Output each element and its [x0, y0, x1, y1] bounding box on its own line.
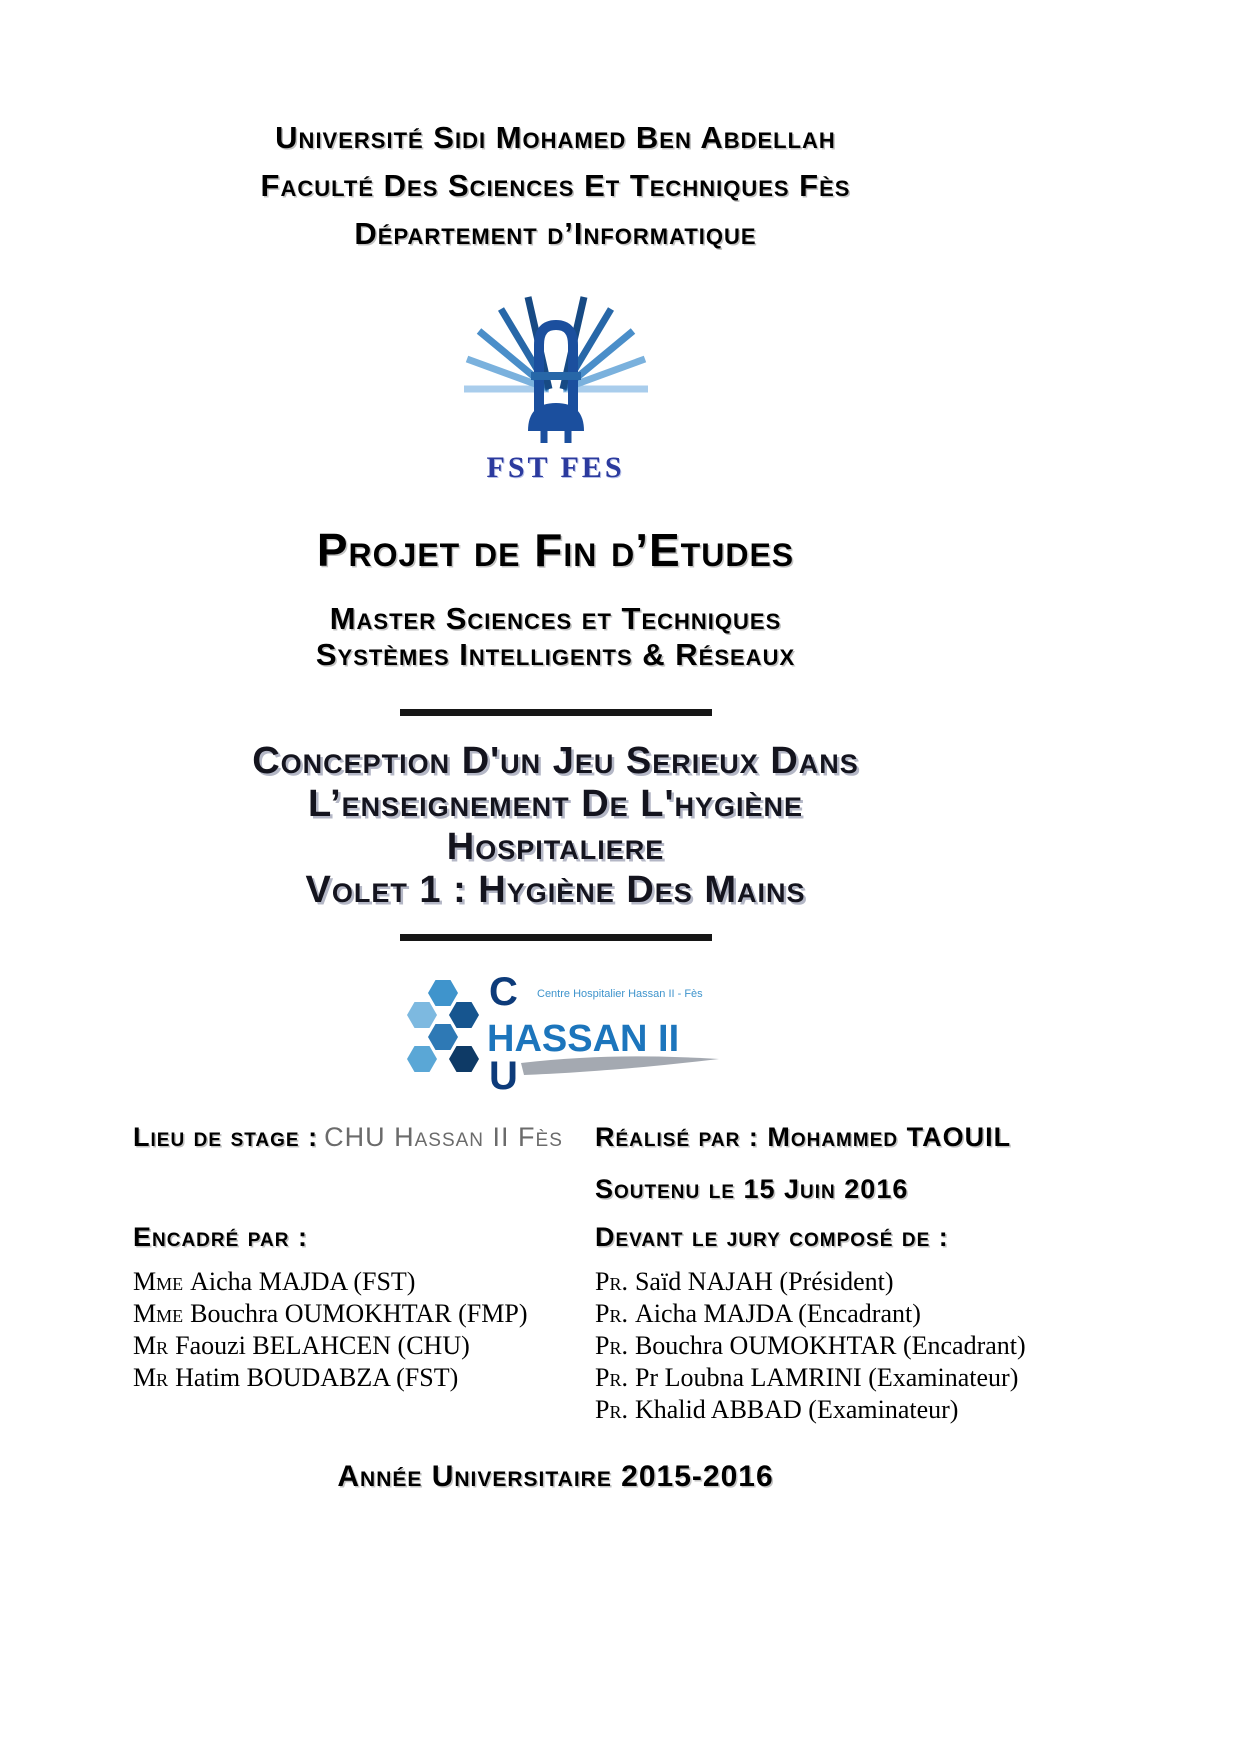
jury-label: Devant le jury composé de :	[595, 1222, 949, 1252]
person-name: Faouzi BELAHCEN (CHU)	[175, 1331, 470, 1360]
project-title-line1: Conception D'un Jeu Serieux Dans	[252, 740, 859, 782]
person-prefix: Mme	[133, 1267, 184, 1296]
institution-header	[20, 122, 1091, 249]
academic-year: Année Universitaire 2015-2016	[337, 1460, 774, 1493]
chu-wordmark: HASSAN II	[486, 1018, 679, 1060]
divider-top	[400, 709, 712, 716]
list-item	[595, 1330, 1091, 1362]
degree-program-line1: Master Sciences et Techniques	[329, 601, 782, 636]
person-name: Hatim BOUDABZA (FST)	[175, 1363, 459, 1392]
report-type-title: Projet de Fin d’Etudes	[316, 524, 795, 576]
supervisors-label: Encadré par :	[133, 1222, 308, 1252]
supervisors-list	[133, 1266, 595, 1394]
fst-logo-caption: FST FES	[486, 451, 625, 484]
person-prefix: Mr	[133, 1363, 169, 1392]
person-prefix: Mme	[133, 1299, 184, 1328]
person-name: Saïd NAJAH (Président)	[634, 1267, 894, 1296]
page-content	[20, 122, 1091, 1494]
info-section	[20, 1120, 1091, 1426]
person-prefix: Pr.	[595, 1299, 628, 1328]
info-left-column	[133, 1120, 595, 1426]
project-title	[20, 740, 1091, 912]
department-name: Département d’Informatique	[354, 216, 757, 251]
person-prefix: Pr.	[595, 1331, 628, 1360]
chu-letter-u: U	[488, 1054, 518, 1093]
person-name: Aicha MAJDA (Encadrant)	[634, 1299, 921, 1328]
degree-program-line2: Systèmes Intelligents & Réseaux	[315, 637, 796, 672]
chu-logo-graphic	[391, 963, 721, 1093]
person-name: Pr Loubna LAMRINI (Examinateur)	[634, 1363, 1019, 1392]
person-name: Bouchra OUMOKHTAR (Encadrant)	[634, 1331, 1026, 1360]
project-title-line3: Hospitaliere	[446, 826, 665, 868]
author-line: Réalisé par : Mohammed TAOUIL	[595, 1122, 1012, 1152]
person-prefix: Pr.	[595, 1395, 628, 1424]
person-prefix: Pr.	[595, 1267, 628, 1296]
info-right-column	[595, 1120, 1091, 1426]
divider-bottom	[400, 934, 712, 941]
chu-subtitle: Centre Hospitalier Hassan II - Fès	[536, 988, 703, 1000]
list-item	[595, 1394, 1091, 1426]
list-item	[595, 1298, 1091, 1330]
stage-value: CHU Hassan II Fès	[324, 1122, 563, 1152]
stage-label: Lieu de stage :	[133, 1122, 319, 1152]
university-name: Université Sidi Mohamed Ben Abdellah	[275, 120, 836, 155]
defense-date-line: Soutenu le 15 Juin 2016	[595, 1174, 909, 1204]
person-prefix: Mr	[133, 1331, 169, 1360]
jury-list	[595, 1266, 1091, 1426]
chu-logo	[20, 963, 1091, 1098]
chu-letter-c: C	[488, 970, 518, 1014]
list-item	[133, 1330, 595, 1362]
fst-logo	[20, 279, 1091, 485]
person-prefix: Pr.	[595, 1363, 628, 1392]
person-name: Aicha MAJDA (FST)	[190, 1267, 416, 1296]
stage-line	[133, 1120, 595, 1154]
list-item	[595, 1362, 1091, 1394]
degree-program	[20, 601, 1091, 673]
faculty-name: Faculté Des Sciences Et Techniques Fès	[260, 168, 851, 203]
project-title-line2: L’enseignement De L'hygiène	[307, 783, 804, 825]
project-title-line4: Volet 1 : Hygiène Des Mains	[305, 869, 806, 911]
fst-logo-graphic	[431, 279, 681, 444]
list-item	[595, 1266, 1091, 1298]
list-item	[133, 1362, 595, 1394]
person-name: Bouchra OUMOKHTAR (FMP)	[190, 1299, 528, 1328]
list-item	[133, 1298, 595, 1330]
list-item	[133, 1266, 595, 1298]
person-name: Khalid ABBAD (Examinateur)	[634, 1395, 959, 1424]
